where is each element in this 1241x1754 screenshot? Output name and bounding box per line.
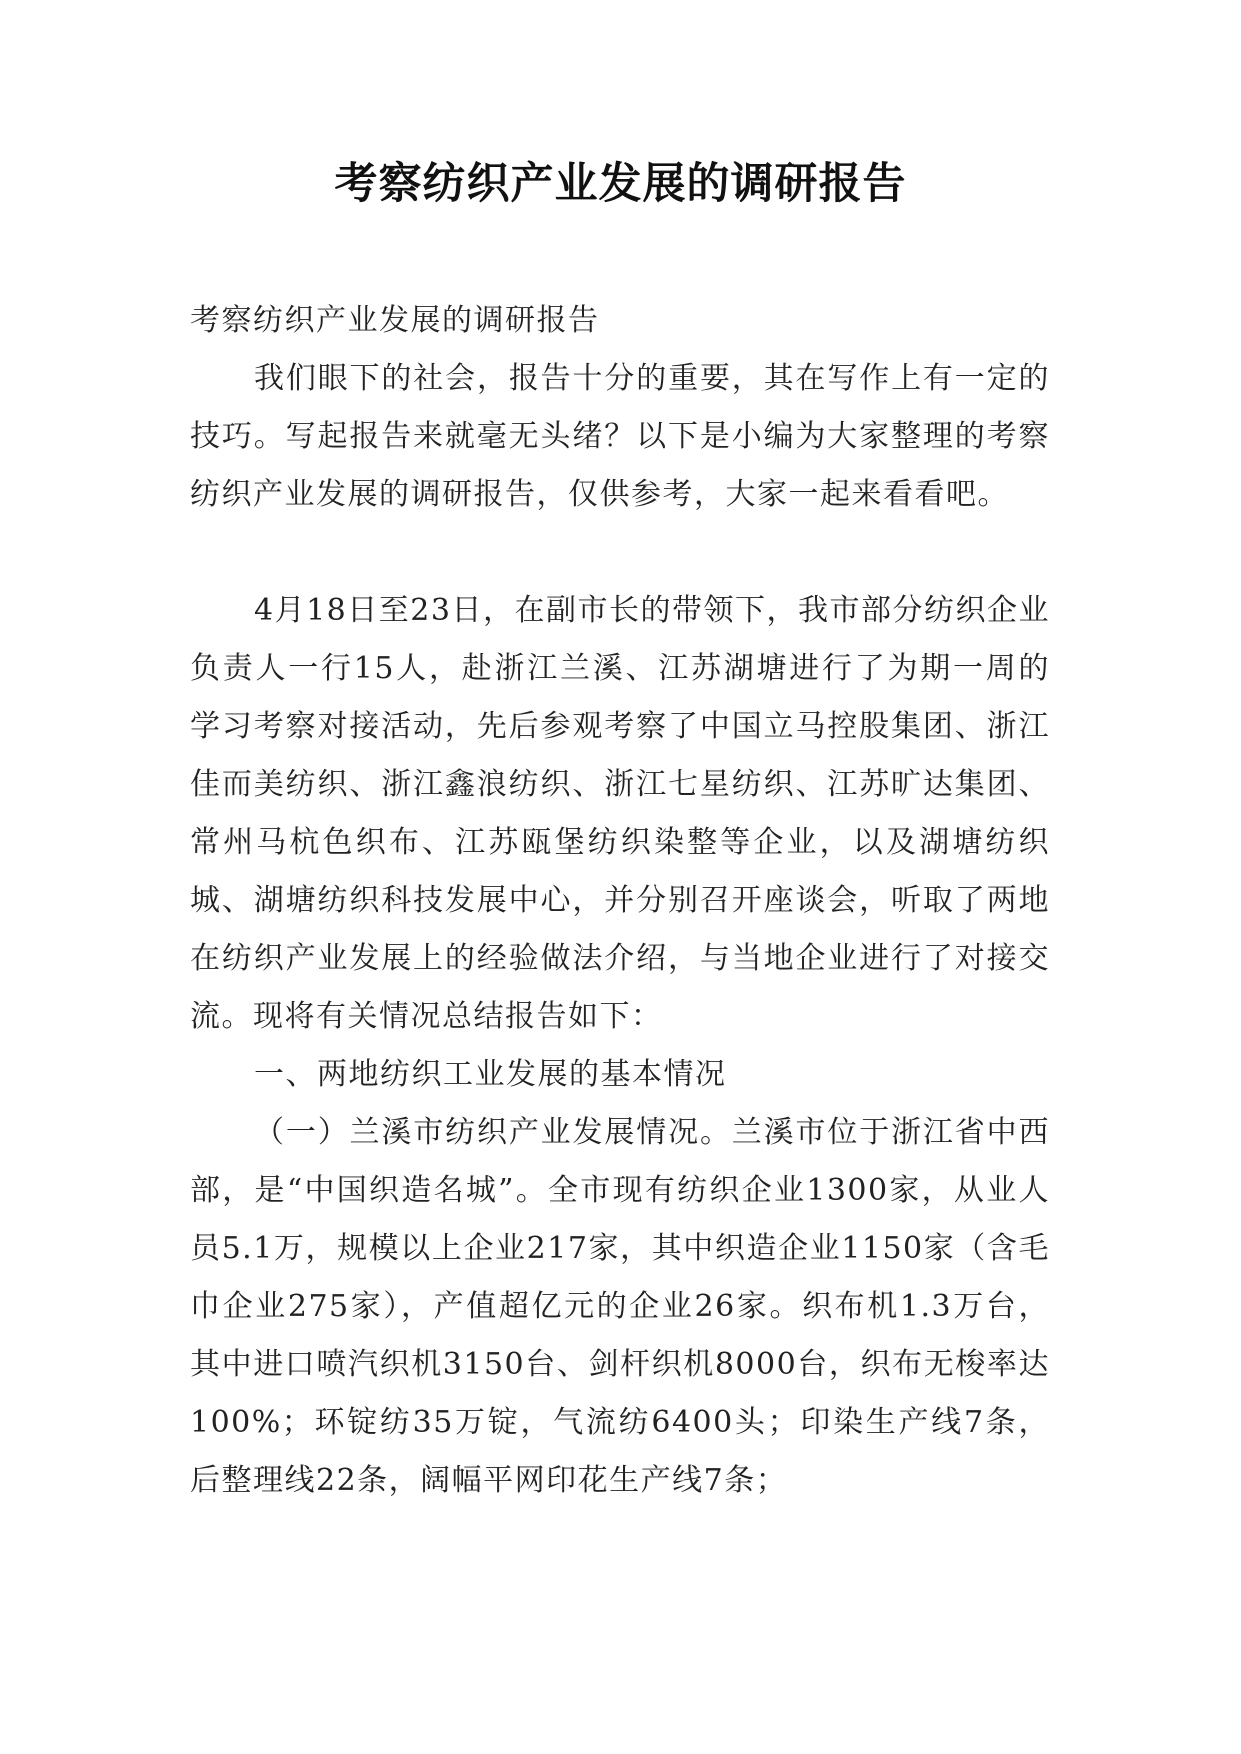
document-body — [190, 292, 1050, 1510]
section-heading: 一、两地纺织工业发展的基本情况 — [254, 1057, 727, 1092]
paragraph-lanxi: （一）兰溪市纺织产业发展情况。兰溪市位于浙江省中西部，是“中国织造名城”。全市现有纺织企业1300家，从业人员5.1万，规模以上企业217家，其中织造企业1150家（含毛巾企业275家），产值超亿元的企业26家。织布机1.3万台，其中进口喷汽织机3150台、剑杆织机8000台，织布无梭率达100%；环锭纺35万锭，气流纺6400头；印染生产线7条，后整理线22条，阔幅平网印花生产线7条； — [190, 1115, 1050, 1498]
paragraph-spacer — [190, 524, 1050, 582]
subtitle-line: 考察纺织产业发展的调研报告 — [190, 303, 600, 338]
paragraph-visit-summary: 4月18日至23日，在副市长的带领下，我市部分纺织企业负责人一行15人，赴浙江兰溪、江苏湖塘进行了为期一周的学习考察对接活动，先后参观考察了中国立马控股集团、浙江佳而美纺织、浙江鑫浪纺织、浙江七星纺织、江苏旷达集团、常州马杭色织布、江苏瓯堡纺织染整等企业，以及湖塘纺织城、湖塘纺织科技发展中心，并分别召开座谈会，听取了两地在纺织产业发展上的经验做法介绍，与当地企业进行了对接交流。现将有关情况总结报告如下： — [190, 593, 1050, 1034]
intro-paragraph: 我们眼下的社会，报告十分的重要，其在写作上有一定的技巧。写起报告来就毫无头绪？以下是小编为大家整理的考察纺织产业发展的调研报告，仅供参考，大家一起来看看吧。 — [190, 361, 1050, 512]
document-title: 考察纺织产业发展的调研报告 — [334, 159, 907, 209]
